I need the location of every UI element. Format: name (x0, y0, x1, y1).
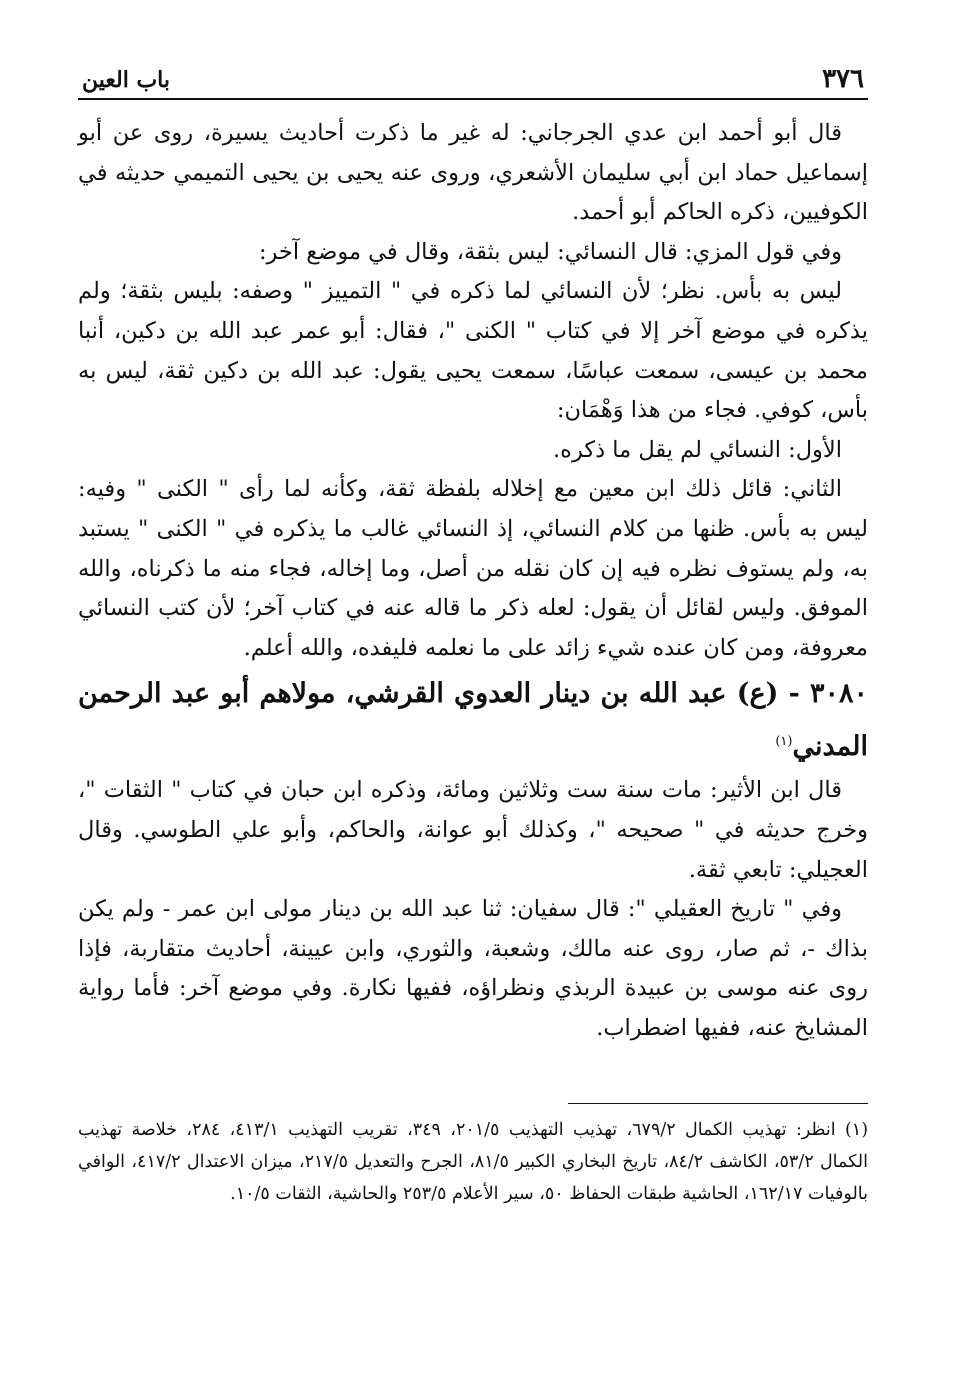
paragraph: وفي قول المزي: قال النسائي: ليس بثقة، وقال في موضع آخر: (258, 238, 842, 265)
paragraph: الثاني: قائل ذلك ابن معين مع إخلاله بلفظة ثقة، وكأنه لما رأى " الكنى " وفيه: ليس به بأس. ظنها من كلام النسائي، إذ النسائي غالب ما يذكره في " الكنى " يستبد به، ولم يستوف نظره فيه إن كان نقله من أصل، وما إخاله، فجاء منه ما ذكرناه، والله الموفق. وليس لقائل أن يقول: لعله ذكر ما قاله عنه في كتاب آخر؛ لأن كتب النسائي معروفة، ومن كان عنده شيء زائد على ما نعلمه فليفده، والله أعلم. (78, 476, 868, 661)
body-text (78, 114, 868, 1048)
book-page (78, 62, 868, 1210)
running-head (78, 62, 868, 100)
paragraph: قال أبو أحمد ابن عدي الجرجاني: له غير ما ذكرت أحاديث يسيرة، روى عن أبو إسماعيل حماد ابن أبي سليمان الأشعري، وروى عنه يحيى بن يحيى التميمي حديثه في الكوفيين، ذكره الحاكم أبو أحمد. (78, 120, 868, 226)
page-number: ٣٧٦ (822, 64, 864, 94)
paragraph: قال ابن الأثير: مات سنة ست وثلاثين ومائة، وذكره ابن حبان في كتاب " الثقات "، وخرج حديثه في " صحيحه "، وكذلك أبو عوانة، والحاكم، وأبو علي الطوسي. وقال العجيلي: تابعي ثقة. (78, 777, 868, 883)
entry-heading-text: ٣٠٨٠ - (ع) عبد الله بن دينار العدوي القرشي، مولاهم أبو عبد الرحمن المدني (78, 678, 868, 763)
entry-heading (78, 670, 868, 771)
footnote: (١) انظر: تهذيب الكمال ٦٧٩/٢، تهذيب التهذيب ٢٠١/٥، ٣٤٩، تقريب التهذيب ٤١٣/١، ٢٨٤، خلاصة تهذيب الكمال ٥٣/٢، الكاشف ٨٤/٢، تاريخ البخاري الكبير ٨١/٥، الجرح والتعديل ٢١٧/٥، ميزان الاعتدال ٤١٧/٢، الوافي بالوفيات ١٦٢/١٧، الحاشية طبقات الحفاظ ٥٠، سير الأعلام ٢٥٣/٥ والحاشية، الثقات ١٠/٥. (78, 1120, 869, 1205)
paragraph: وفي " تاريخ العقيلي ": قال سفيان: ثنا عبد الله بن دينار مولى ابن عمر - ولم يكن بذاك -، ثم صار، روى عنه مالك، وشعبة، والثوري، وابن عيينة، أحاديث متقاربة، فإذا روى عنه موسى بن عبيدة الربذي ونظراؤه، ففيها نكارة. وفي موضع آخر: فأما رواية المشايخ عنه، ففيها اضطراب. (78, 896, 868, 1041)
paragraph: ليس به بأس. نظر؛ لأن النسائي لما ذكره في " التمييز " وصفه: بليس بثقة؛ ولم يذكره في موضع آخر إلا في كتاب " الكنى "، فقال: أبو عمر عبد الله بن دكين، أنبا محمد بن عيسى، سمعت عباسًا، سمعت يحيى يقول: عبد الله بن دكين ثقة، ليس به بأس، كوفي. فجاء من هذا وَهْمَان: (78, 278, 868, 424)
footnote-marker: (١) (775, 734, 793, 750)
paragraph: الأول: النسائي لم يقل ما ذكره. (553, 436, 842, 463)
footnote-divider (568, 1103, 868, 1104)
chapter-title: باب العين (82, 67, 171, 93)
